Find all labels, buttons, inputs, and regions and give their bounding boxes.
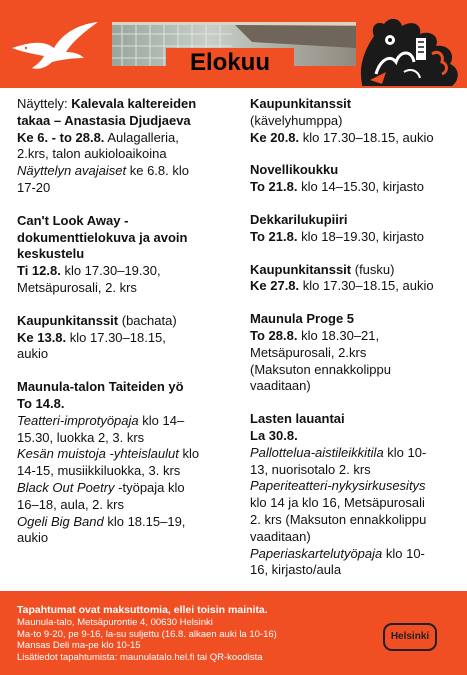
event-line [17,430,239,447]
event-text: aukio [17,346,49,362]
event-text: klo 18.15–19, [103,513,186,529]
event-text: klo 17.30–18.15, aukio [299,129,434,145]
event-bold-text: To 14.8. [17,395,65,411]
event-text: (kävelyhumppa) [250,112,343,128]
event-line [17,463,239,480]
event-line [250,462,455,479]
event-bold-text: To 21.8. [250,228,298,244]
footer-info [17,603,377,663]
event-line [17,446,239,463]
event-line [250,428,455,445]
footer-lead: Tapahtumat ovat maksuttomia, ellei toisin mainita. [17,604,268,616]
event-line [17,263,239,280]
event-line [250,311,455,328]
event-line [17,413,239,430]
event-line [250,162,455,179]
event-bold-text: Maunula-talon Taiteiden yö [17,379,184,395]
event-text: 16–18, aula, 2. krs [17,496,124,512]
event-line [250,345,455,362]
event-text: Metsäpurosali, 2.krs [250,344,367,360]
event-italic-text: Kesän muistoja -yhteislaulut [17,446,179,462]
event-bold-text: takaa – Anastasia Djudjaeva [17,112,191,128]
footer-opening-hours: Ma-to 9-20, pe 9-16, la-su suljettu (16.8. alkaen auki la 10-16) [17,628,277,640]
event-bold-text: To 21.8. [250,179,298,195]
event-text: -työpaja klo [114,479,185,495]
event-bold-text: keskustelu [17,246,85,262]
event-italic-text: Paperiaskartelutyöpaja [250,545,383,561]
event-bold-text: Kaupunkitanssit [250,96,352,111]
event-line [250,262,455,279]
event-line [17,313,239,330]
event-bold-text: Ke 20.8. [250,129,300,145]
event-line [17,146,239,163]
event-line [250,562,455,579]
event-bold-text: Ke 6. - to 28.8. [17,129,105,145]
event-line [250,529,455,546]
event-line [250,113,455,130]
event-line [250,378,455,395]
event-text: 17-20 [17,179,51,195]
event-text: 2.krs, talon aukioloaikoina [17,146,167,162]
event-bold-text: La 30.8. [250,427,298,443]
event-line [17,213,239,230]
event-line [17,280,239,297]
event-bold-text: Lasten lauantai [250,411,345,427]
event-block [250,96,455,146]
events-left-column [17,96,239,563]
event-line [17,330,239,347]
abstract-art-illustration [356,14,466,88]
event-block [250,162,455,196]
event-line [250,229,455,246]
event-line [17,379,239,396]
event-bold-text: Kaupunkitanssit [250,261,352,277]
event-text: 13, nuorisotalo 2. krs [250,461,371,477]
event-text: vaaditaan) [250,528,311,544]
event-text: klo 18–19.30, kirjasto [297,228,424,244]
event-bold-text: dokumenttielokuva ja avoin [17,229,188,245]
event-text: 15.30, luokka 2, 3. krs [17,429,145,445]
event-line [17,497,239,514]
event-italic-text: Teatteri-improtyöpaja [17,412,139,428]
footer-address: Maunula-talo, Metsäpurontie 4, 00630 Helsinki [17,617,213,628]
event-block [17,379,239,547]
event-text: klo 10- [383,444,427,460]
event-line [250,546,455,563]
event-bold-text: Ti 12.8. [17,263,61,279]
event-bold-text: Ke 27.8. [250,278,300,294]
event-bold-text: Novellikoukku [250,162,339,178]
event-line [250,130,455,147]
event-line [17,96,239,113]
helsinki-logo: Helsinki [383,623,437,651]
event-text: klo 17.30–18.15, [66,329,166,345]
event-line [17,346,239,363]
event-text: Näyttely: [17,96,72,111]
event-line [17,514,239,531]
bird-icon [10,18,100,78]
event-bold-text: To 28.8. [250,327,298,343]
event-text: Aulagalleria, [104,129,179,145]
event-text: 2. krs (Maksuton ennakkolippu [250,511,427,527]
event-italic-text: Pallottelua-aistileikkitila [250,444,384,460]
event-line [250,278,455,295]
event-text: ke 6.8. klo [126,163,189,179]
event-text: klo 10- [382,545,425,561]
event-text: klo 14–15.30, kirjasto [297,179,424,195]
event-block [17,313,239,363]
event-block [250,411,455,579]
event-line [250,512,455,529]
event-line [250,328,455,345]
event-line [17,530,239,547]
event-italic-text: Näyttelyn avajaiset [17,163,127,179]
event-text: (Maksuton ennakkolippu [250,361,391,377]
event-text: klo 17.30–18.15, aukio [299,278,434,294]
event-line [17,130,239,147]
footer-deli-hours: Mansas Deli ma-pe klo 10-15 [17,640,141,651]
event-text: Metsäpurosali, 2. krs [17,279,137,295]
event-block [250,262,455,296]
event-text: klo 14 ja klo 16, Metsäpurosali [250,495,425,511]
event-text: klo [178,446,200,462]
event-text: (bachata) [118,312,177,328]
event-bold-text: Ke 13.8. [17,329,67,345]
event-line [250,96,455,113]
event-line [250,362,455,379]
event-text: 14-15, musiikkiluokka, 3. krs [17,463,181,479]
event-line [17,480,239,497]
event-text: vaaditaan) [250,378,311,394]
event-text: (fusku) [351,261,395,277]
event-italic-text: Ogeli Big Band [17,513,104,529]
event-line [250,495,455,512]
event-line [17,113,239,130]
event-line [250,478,455,495]
header-banner [0,0,467,88]
event-line [250,179,455,196]
event-italic-text: Black Out Poetry [17,479,115,495]
page-title: Elokuu [189,49,270,76]
event-text: klo 14– [138,412,185,428]
event-bold-text: Kaupunkitanssit [17,312,119,328]
footer-more-info: Lisätiedot tapahtumista: maunulatalo.hel.fi tai QR-koodista [17,651,263,663]
event-text: klo 18.30–21, [297,327,380,343]
events-right-column [250,96,455,595]
event-italic-text: Paperiteatteri-nykysirkusesitys [250,478,426,494]
event-block [250,212,455,246]
event-block [17,213,239,297]
event-text: 16, kirjasto/aula [250,562,342,578]
event-line [250,411,455,428]
event-text: aukio [17,530,49,546]
event-bold-text: Maunula Proge 5 [250,311,355,327]
event-line [17,396,239,413]
event-line [17,230,239,247]
event-line [250,445,455,462]
event-text: klo 17.30–19.30, [60,263,161,279]
event-bold-text: Dekkarilukupiiri [250,211,348,227]
event-bold-text: Can't Look Away - [17,212,129,228]
event-block [250,311,455,395]
event-block [17,96,239,197]
event-line [17,246,239,263]
event-line [17,180,239,197]
event-bold-text: Kalevala kaltereiden [71,96,197,111]
event-line [250,212,455,229]
event-line [17,163,239,180]
